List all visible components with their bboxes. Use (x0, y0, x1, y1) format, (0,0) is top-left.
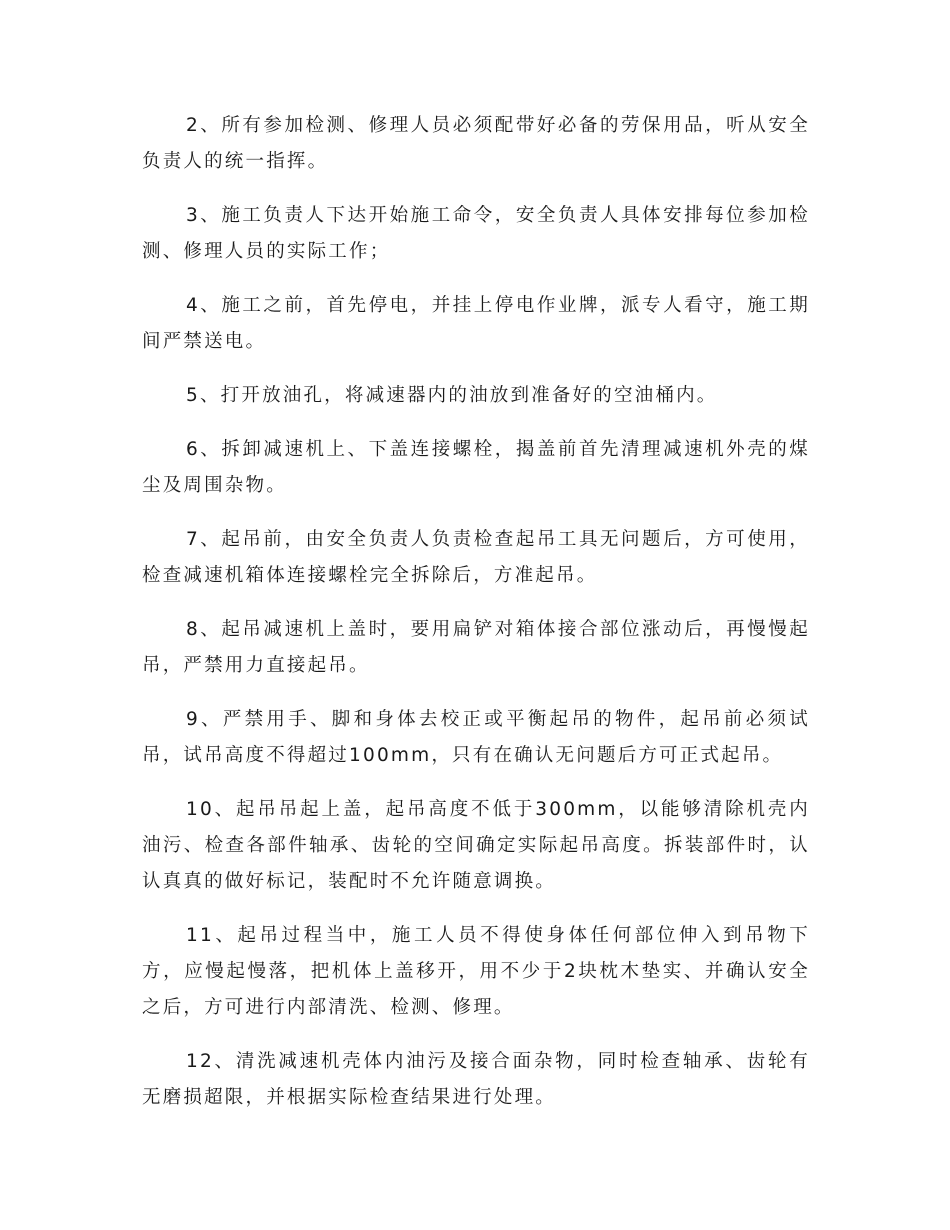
paragraph-12: 12、清洗减速机壳体内油污及接合面杂物，同时检查轴承、齿轮有无磨损超限，并根据实际检查结果进行处理。 (142, 1051, 810, 1108)
paragraph-6: 6、拆卸减速机上、下盖连接螺栓，揭盖前首先清理减速机外壳的煤尘及周围杂物。 (142, 439, 810, 496)
paragraph-9: 9、严禁用手、脚和身体去校正或平衡起吊的物件，起吊前必须试吊，试吊高度不得超过100mm，只有在确认无问题后方可正式起吊。 (142, 709, 810, 766)
paragraph-4: 4、施工之前，首先停电，并挂上停电作业牌，派专人看守，施工期间严禁送电。 (142, 295, 810, 352)
paragraph-2: 2、所有参加检测、修理人员必须配带好必备的劳保用品，听从安全负责人的统一指挥。 (142, 115, 810, 172)
paragraph-3: 3、施工负责人下达开始施工命令，安全负责人具体安排每位参加检测、修理人员的实际工作； (142, 205, 810, 262)
paragraph-7: 7、起吊前，由安全负责人负责检查起吊工具无问题后，方可使用，检查减速机箱体连接螺栓完全拆除后，方准起吊。 (142, 529, 810, 586)
paragraph-10: 10、起吊吊起上盖，起吊高度不低于300mm，以能够清除机壳内油污、检查各部件轴承、齿轮的空间确定实际起吊高度。拆装部件时，认认真真的做好标记，装配时不允许随意调换。 (142, 799, 810, 892)
document-body (142, 108, 810, 1134)
paragraph-8: 8、起吊减速机上盖时，要用扁铲对箱体接合部位涨动后，再慢慢起吊，严禁用力直接起吊。 (142, 619, 810, 676)
paragraph-11: 11、起吊过程当中，施工人员不得使身体任何部位伸入到吊物下方，应慢起慢落，把机体上盖移开，用不少于2块枕木垫实、并确认安全之后，方可进行内部清洗、检测、修理。 (142, 925, 810, 1018)
paragraph-5: 5、打开放油孔，将减速器内的油放到准备好的空油桶内。 (186, 385, 718, 406)
